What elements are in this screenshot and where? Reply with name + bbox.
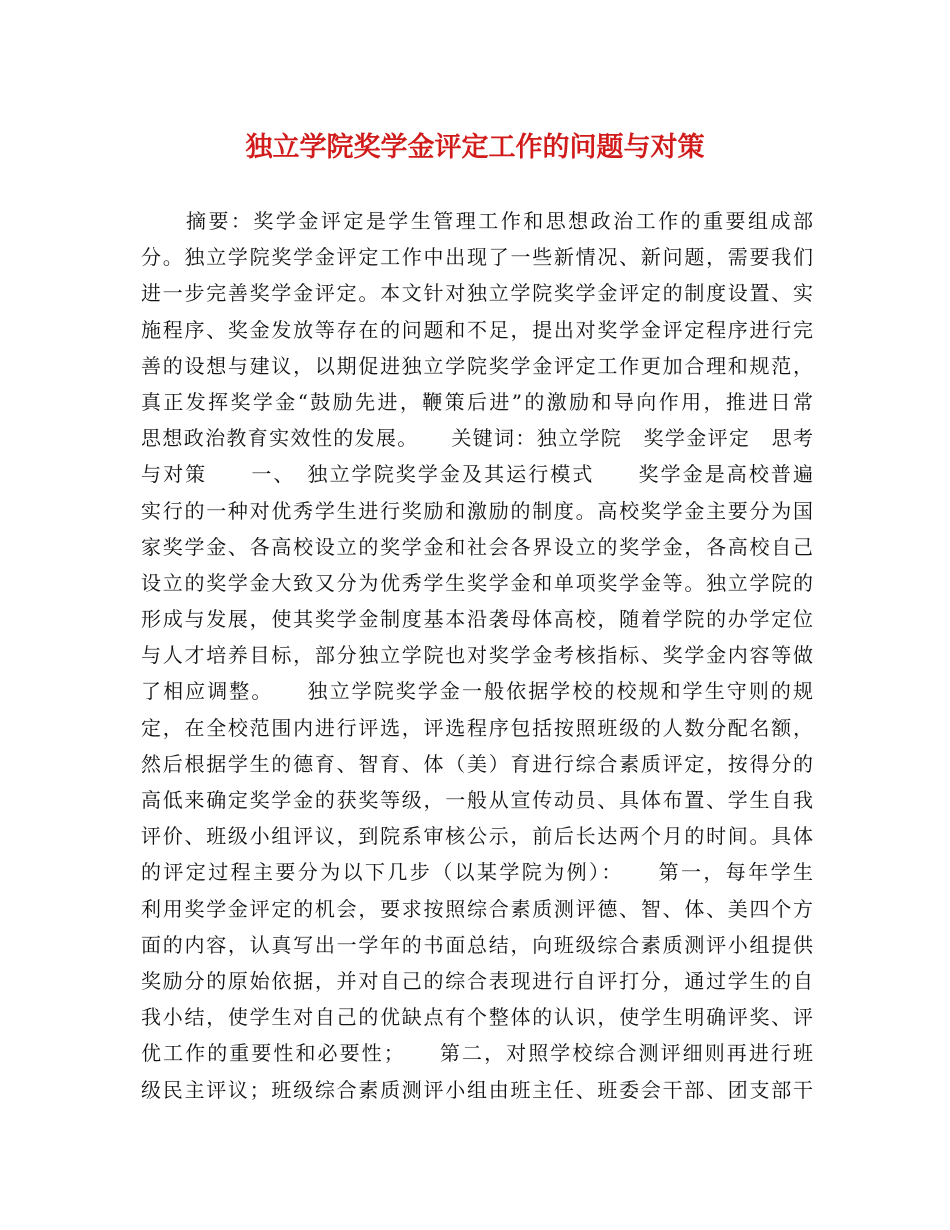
body-line: 利用奖学金评定的机会，要求按照综合素质测评德、智、体、美四个方: [141, 896, 813, 921]
body-line: 我小结，使学生对自己的优缺点有个整体的认识，使学生明确评奖、评: [141, 1005, 813, 1030]
body-line: 善的设想与建议，以期促进独立学院奖学金评定工作更加合理和规范，: [141, 353, 813, 378]
body-line: 定，在全校范围内进行评选，评选程序包括按照班级的人数分配名额，: [141, 715, 813, 740]
body-line: 的评定过程主要分为以下几步（以某学院为例）： 第一，每年学生: [141, 860, 813, 885]
body-line: 形成与发展，使其奖学金制度基本沿袭母体高校，随着学院的办学定位: [141, 607, 813, 632]
body-line: 了相应调整。 独立学院奖学金一般依据学校的校规和学生守则的规: [141, 679, 813, 704]
body-line: 施程序、奖金发放等存在的问题和不足，提出对奖学金评定程序进行完: [141, 317, 813, 342]
body-line: 优工作的重要性和必要性； 第二，对照学校综合测评细则再进行班: [141, 1041, 813, 1066]
body-line: 高低来确定奖学金的获奖等级，一般从宣传动员、具体布置、学生自我: [141, 788, 813, 812]
document-title: 独立学院奖学金评定工作的问题与对策: [245, 132, 705, 163]
body-line: 真正发挥奖学金“鼓励先进，鞭策后进”的激励和导向作用，推进日常: [141, 389, 813, 414]
body-line: 分。独立学院奖学金评定工作中出现了一些新情况、新问题，需要我们: [141, 245, 813, 270]
body-line: 设立的奖学金大致又分为优秀学生奖学金和单项奖学金等。独立学院的: [141, 570, 813, 595]
body-line: 然后根据学生的德育、智育、体（美）育进行综合素质评定，按得分的: [141, 751, 813, 776]
body-line: 奖励分的原始依据，并对自己的综合表现进行自评打分，通过学生的自: [141, 968, 813, 993]
body-line: 评价、班级小组评议，到院系审核公示，前后长达两个月的时间。具体: [141, 824, 813, 849]
body-line: 进一步完善奖学金评定。本文针对独立学院奖学金评定的制度设置、实: [141, 281, 813, 306]
body-line: 家奖学金、各高校设立的奖学金和社会各界设立的奖学金，各高校自己: [141, 534, 813, 559]
body-line: 与对策 一、 独立学院奖学金及其运行模式 奖学金是高校普遍: [141, 462, 813, 487]
document-body: [141, 203, 813, 1108]
body-line: 摘要：奖学金评定是学生管理工作和思想政治工作的重要组成部: [141, 209, 813, 233]
body-line: 思想政治教育实效性的发展。 关键词：独立学院 奖学金评定 思考: [141, 426, 813, 451]
body-line: 实行的一种对优秀学生进行奖励和激励的制度。高校奖学金主要分为国: [141, 498, 813, 523]
body-line: 与人才培养目标，部分独立学院也对奖学金考核指标、奖学金内容等做: [141, 643, 813, 668]
body-line: 级民主评议；班级综合素质测评小组由班主任、班委会干部、团支部干: [141, 1077, 813, 1102]
body-line: 面的内容，认真写出一学年的书面总结，向班级综合素质测评小组提供: [141, 932, 813, 957]
